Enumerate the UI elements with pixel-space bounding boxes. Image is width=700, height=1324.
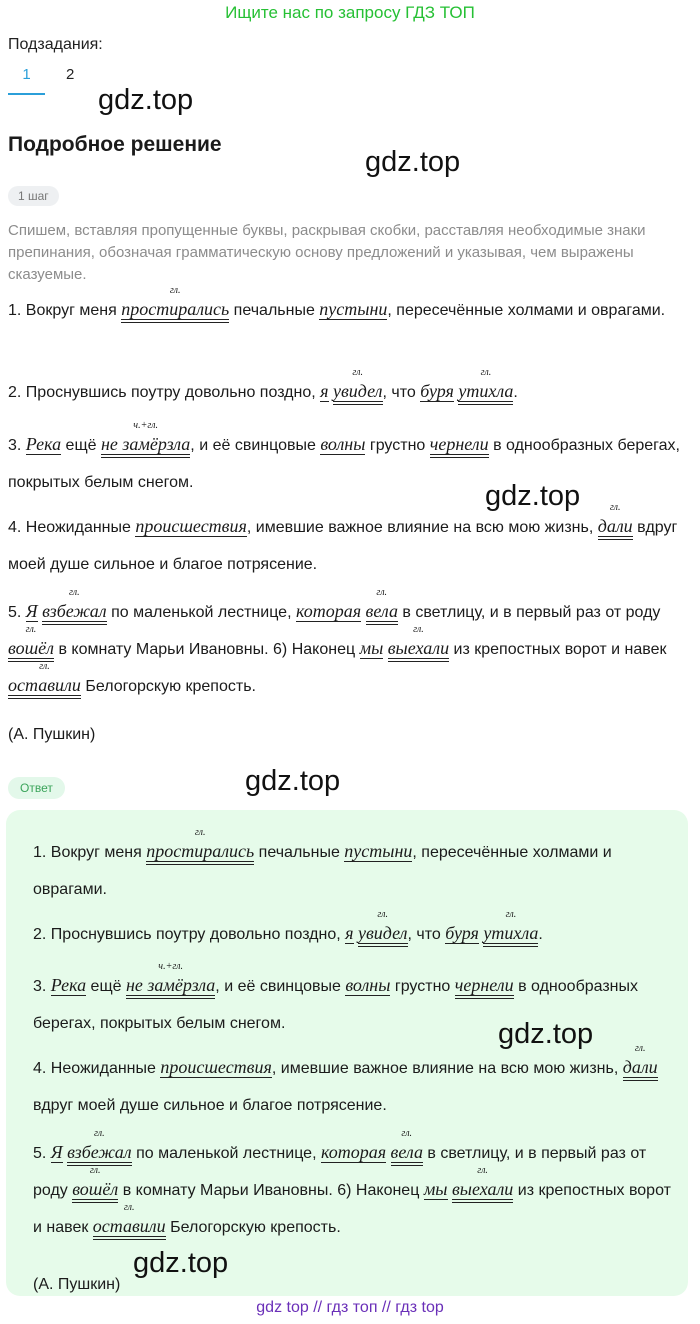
subject: волны: [345, 975, 391, 995]
subject: Я: [50, 1142, 63, 1162]
subject: я: [320, 381, 329, 401]
search-banner: Ищите нас по запросу ГДЗ ТОП: [225, 3, 475, 22]
subject: я: [345, 923, 354, 943]
tab-subtask-1[interactable]: 1: [22, 66, 31, 83]
predicate: гл. выехали: [388, 638, 449, 662]
predicate: гл. вошёл: [8, 638, 54, 662]
solution-author: (А. Пушкин): [8, 726, 96, 743]
predicate: ч.+гл. не замёрзла: [101, 434, 190, 458]
predicate: гл. дали: [623, 1057, 658, 1081]
watermark: gdz.top: [98, 84, 194, 116]
watermark: gdz.top: [485, 480, 581, 512]
predicate: гл. простирались: [121, 299, 229, 323]
watermark: gdz.top: [245, 765, 341, 797]
predicate: чернели: [455, 975, 514, 999]
subject: пустыни: [344, 841, 413, 861]
subject: пустыни: [319, 299, 388, 319]
solution-sentence-2: 2. Проснувшись поутру довольно поздно, я гл. увидел, что буря гл. утихла.: [8, 374, 690, 411]
subject: Я: [25, 601, 38, 621]
watermark: gdz.top: [498, 1018, 594, 1050]
solution-sentence-1: 1. Вокруг меня гл. простирались печальные пустыни, пересечённые холмами и оврагами.: [8, 292, 690, 329]
predicate: чернели: [430, 434, 489, 458]
subject: Река: [25, 434, 62, 454]
predicate: гл. взбежал: [42, 601, 107, 625]
solution-sentence-5: 5. Я гл. взбежал по маленькой лестнице, которая гл. вела в светлицу, и в первый раз от роду гл. вошёл в комнату Марьи Ивановны. 6) Наконец мы гл. выехали из крепостных ворот и навек гл. оставили Белогорскую крепость.: [8, 594, 690, 705]
active-tab-indicator: [8, 93, 45, 95]
predicate: гл. увидел: [358, 923, 408, 947]
subject: Река: [50, 975, 87, 995]
answer-sentence-3: 3. Река ещё ч.+гл. не замёрзла, и её свинцовые волны грустно чернели в однообразных берегах, покрытых белым снегом.: [33, 961, 639, 1032]
watermark: gdz.top: [365, 146, 461, 178]
footer-links[interactable]: gdz top // гдз топ // гдз top: [256, 1299, 444, 1316]
solution-sentence-4: 4. Неожиданные происшествия, имевшие важное влияние на всю мою жизнь, гл. дали вдруг моей душе сильное и благое потрясение.: [8, 502, 678, 573]
watermark: gdz.top: [133, 1247, 229, 1279]
predicate: гл. выехали: [452, 1179, 513, 1203]
subject: происшествия: [160, 1057, 272, 1077]
predicate: гл. взбежал: [67, 1142, 132, 1166]
subject: которая: [295, 601, 362, 621]
predicate: гл. оставили: [93, 1216, 166, 1240]
answer-sentence-4: 4. Неожиданные происшествия, имевшие важное влияние на всю мою жизнь, гл. дали вдруг моей душе сильное и благое потрясение.: [33, 1043, 658, 1114]
answer-sentence-1: 1. Вокруг меня гл. простирались печальные пустыни, пересечённые холмами и оврагами.: [33, 827, 612, 898]
task-instruction: Спишем, вставляя пропущенные буквы, раскрывая скобки, расставляя необходимые знаки препинания, обозначая грамматическую основу предложений и указывая, чем выражены сказуемые.: [8, 222, 646, 283]
subject: происшествия: [135, 516, 247, 536]
solution-sentence-3: 3. Река ещё ч.+гл. не замёрзла, и её свинцовые волны грустно чернели в однообразных берегах, покрытых белым снегом.: [8, 420, 680, 491]
predicate: гл. утихла: [458, 381, 513, 405]
predicate: ч.+гл. не замёрзла: [126, 975, 215, 999]
subject: буря: [445, 923, 479, 943]
predicate: гл. дали: [598, 516, 633, 540]
answer-sentence-2: 2. Проснувшись поутру довольно поздно, я гл. увидел, что буря гл. утихла.: [33, 916, 673, 953]
predicate: гл. вела: [366, 601, 398, 625]
subject: мы: [423, 1179, 448, 1199]
predicate: гл. увидел: [333, 381, 383, 405]
predicate: гл. вошёл: [72, 1179, 118, 1203]
subject: мы: [359, 638, 384, 658]
subject: буря: [420, 381, 454, 401]
subtasks-label: Подзадания:: [8, 36, 103, 53]
tab-subtask-2[interactable]: 2: [66, 66, 75, 83]
predicate: гл. простирались: [146, 841, 254, 865]
predicate: гл. утихла: [483, 923, 538, 947]
answer-badge: Ответ: [8, 777, 65, 799]
subject: волны: [320, 434, 366, 454]
answer-sentence-5: 5. Я гл. взбежал по маленькой лестнице, которая гл. вела в светлицу, и в первый раз от роду гл. вошёл в комнату Марьи Ивановны. 6) Наконец мы гл. выехали из крепостных ворот и навек гл. оставили Белогорскую крепость.: [33, 1135, 673, 1246]
step-badge: 1 шаг: [8, 186, 59, 206]
page-title: Подробное решение: [8, 133, 222, 156]
answer-author: (А. Пушкин): [33, 1276, 121, 1293]
subject: которая: [320, 1142, 387, 1162]
predicate: гл. оставили: [8, 675, 81, 699]
predicate: гл. вела: [391, 1142, 423, 1166]
